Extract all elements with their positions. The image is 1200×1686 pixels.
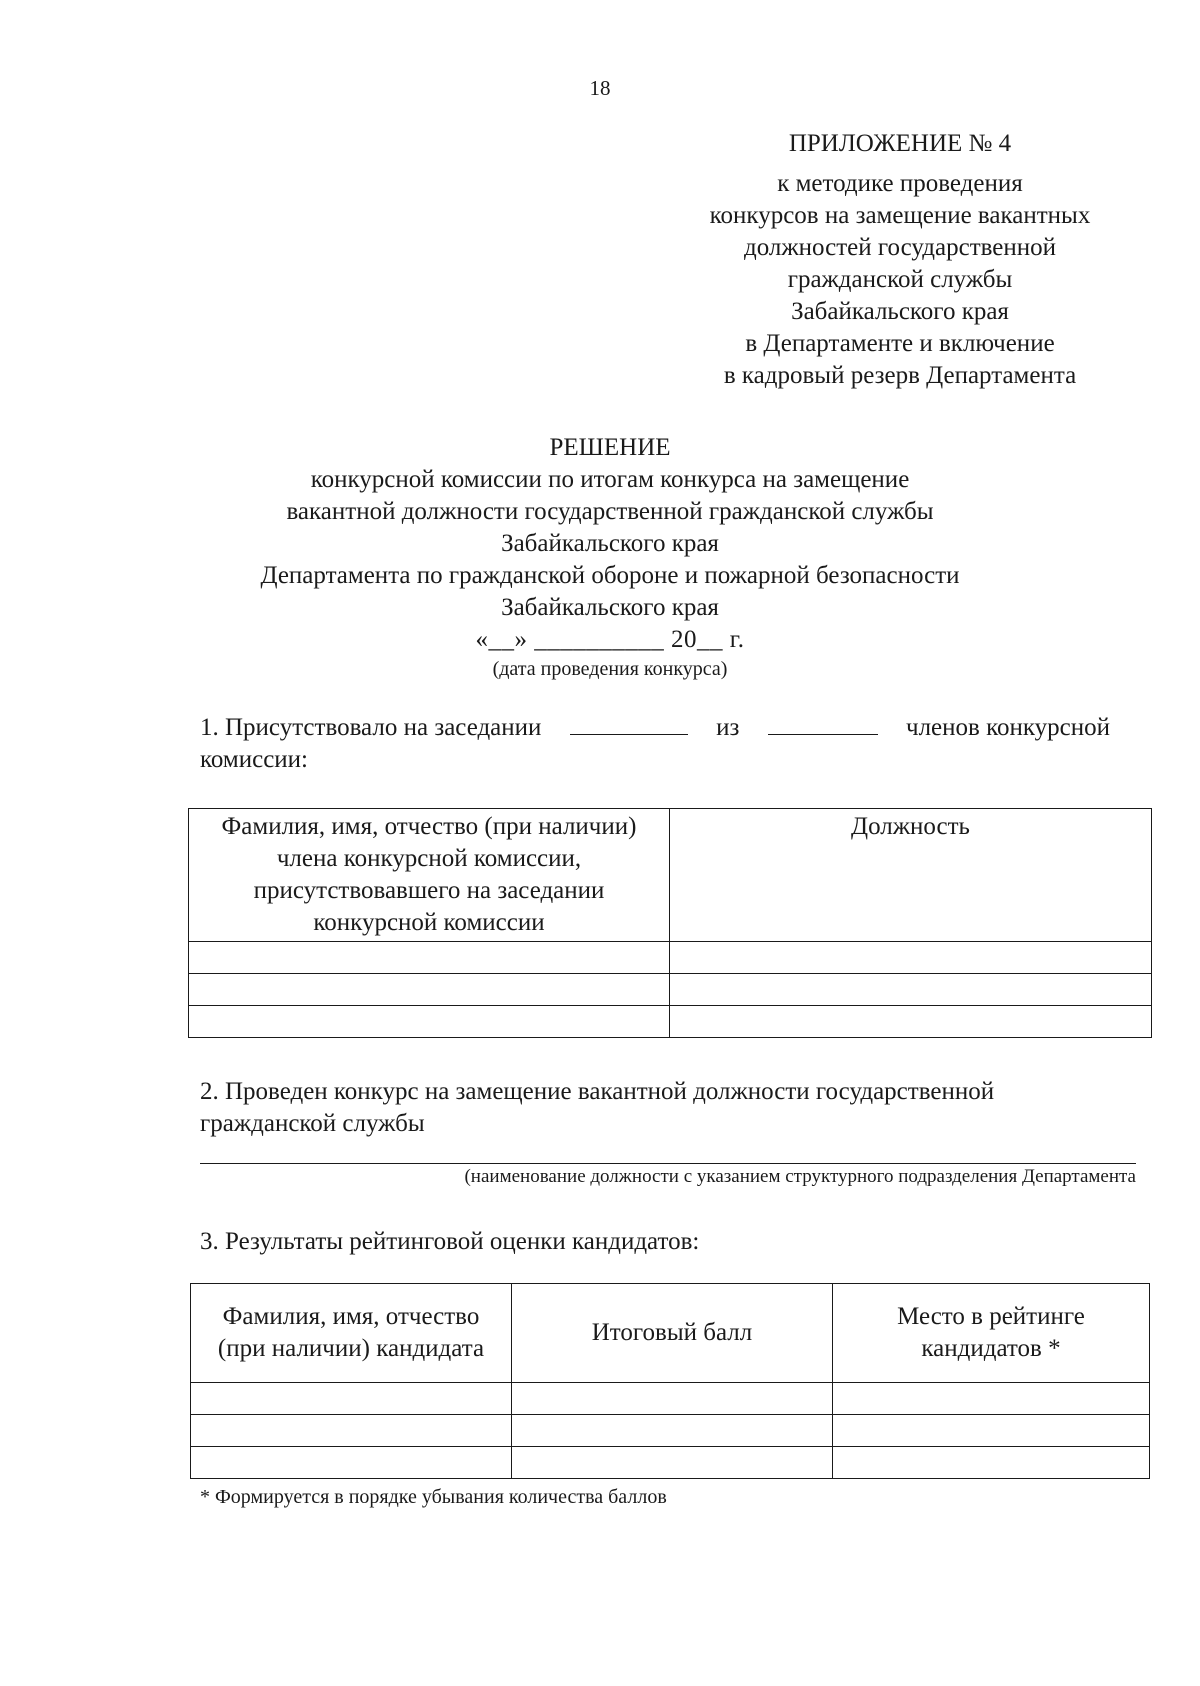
decision-title: РЕШЕНИЕ <box>549 434 671 461</box>
table-row <box>189 942 1152 974</box>
section2-paragraph: 2. Проведен конкурс на замещение вакантной должности государственной гражданской службы <box>200 1078 995 1137</box>
members-table <box>188 808 1152 1038</box>
header-rating-place: Место в рейтинге кандидатов * <box>833 1284 1150 1383</box>
table-cell[interactable] <box>191 1383 512 1415</box>
table-cell[interactable] <box>189 1006 670 1038</box>
decision-line: Забайкальского края <box>501 594 719 621</box>
table-cell[interactable] <box>191 1447 512 1479</box>
section1-text-from: из <box>716 714 740 741</box>
appendix-line: Забайкальского края <box>791 298 1009 325</box>
table-header-row <box>189 809 1152 942</box>
header-candidate-name: Фамилия, имя, отчество (при наличии) кандидата <box>191 1284 512 1383</box>
table-cell[interactable] <box>512 1415 833 1447</box>
section1-paragraph <box>200 712 1110 776</box>
table-cell[interactable] <box>670 942 1152 974</box>
table-cell[interactable] <box>191 1415 512 1447</box>
table-cell[interactable] <box>833 1383 1150 1415</box>
table-cell[interactable] <box>670 974 1152 1006</box>
table-cell[interactable] <box>189 974 670 1006</box>
appendix-line: должностей государственной <box>743 234 1057 261</box>
total-count-blank[interactable] <box>768 712 878 735</box>
decision-line: конкурсной комиссии по итогам конкурса на замещение <box>310 466 910 493</box>
decision-block <box>220 432 1000 682</box>
page-number: 18 <box>589 76 611 100</box>
section1-text-end: членов конкурсной <box>906 714 1110 741</box>
table-row <box>191 1415 1150 1447</box>
decision-line: вакантной должности государственной гражданской службы <box>286 498 934 525</box>
table-cell[interactable] <box>512 1447 833 1479</box>
position-name-caption: (наименование должности с указанием структурного подразделения Департамента <box>464 1166 1136 1187</box>
header-member-name: Фамилия, имя, отчество (при наличии) члена конкурсной комиссии, присутствовавшего на заседании конкурсной комиссии <box>189 809 670 942</box>
appendix-block <box>700 128 1100 392</box>
appendix-line: в кадровый резерв Департамента <box>723 362 1077 389</box>
appendix-title: ПРИЛОЖЕНИЕ № 4 <box>788 130 1012 157</box>
table-row <box>191 1447 1150 1479</box>
date-line: «__» __________ 20__ г. <box>475 626 745 653</box>
table-row <box>191 1383 1150 1415</box>
section1-text-cont: комиссии: <box>200 746 308 773</box>
section1-text-start: 1. Присутствовало на заседании <box>200 714 542 741</box>
table-row <box>189 974 1152 1006</box>
appendix-line: к методике проведения <box>777 170 1023 197</box>
table-cell[interactable] <box>189 942 670 974</box>
table-header-row <box>191 1284 1150 1383</box>
table-cell[interactable] <box>670 1006 1152 1038</box>
table-cell[interactable] <box>512 1383 833 1415</box>
header-total-score: Итоговый балл <box>512 1284 833 1383</box>
decision-line: Забайкальского края <box>501 530 719 557</box>
decision-line: Департамента по гражданской обороне и пожарной безопасности <box>260 562 960 589</box>
table-cell[interactable] <box>833 1415 1150 1447</box>
date-caption: (дата проведения конкурса) <box>492 658 728 680</box>
header-position: Должность <box>670 809 1152 942</box>
rating-table <box>190 1283 1150 1479</box>
table-row <box>189 1006 1152 1038</box>
footnote: * Формируется в порядке убывания количества баллов <box>200 1486 667 1508</box>
appendix-line: конкурсов на замещение вакантных <box>709 202 1091 229</box>
section3-heading: 3. Результаты рейтинговой оценки кандидатов: <box>200 1228 700 1255</box>
present-count-blank[interactable] <box>570 712 688 735</box>
table-cell[interactable] <box>833 1447 1150 1479</box>
appendix-line: в Департаменте и включение <box>745 330 1055 357</box>
appendix-line: гражданской службы <box>787 266 1013 293</box>
